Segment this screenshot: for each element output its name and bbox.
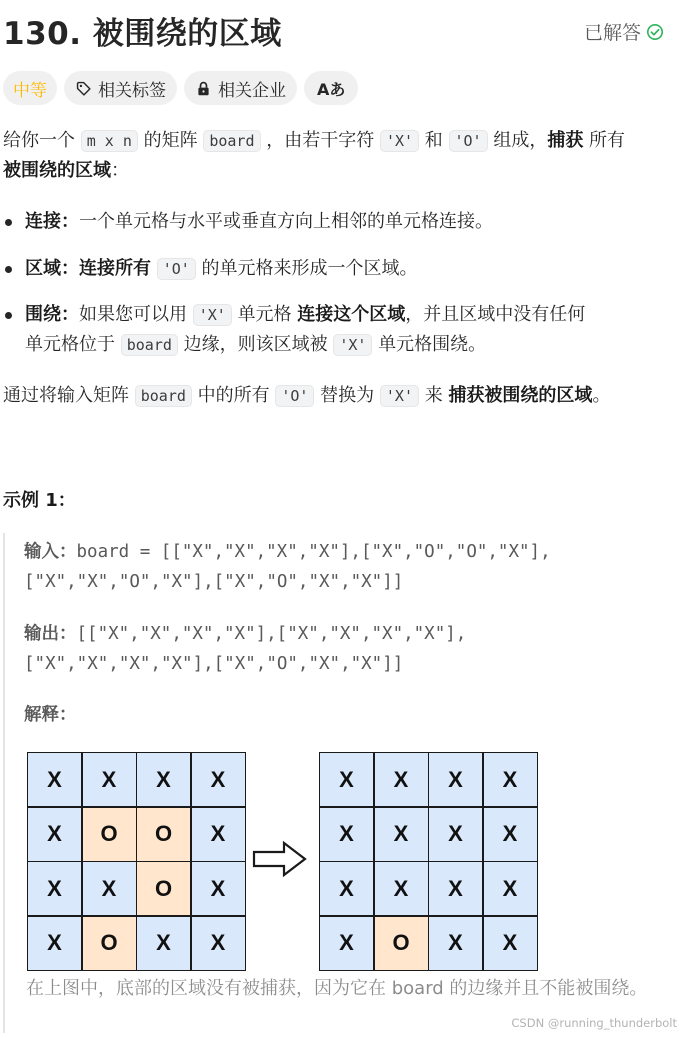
grid-cell: X [28, 753, 81, 806]
grid-cell: X [192, 862, 245, 915]
text: ： [111, 160, 129, 181]
grid-cell: X [375, 808, 428, 861]
text: 。 [592, 385, 611, 406]
text: 来 [418, 385, 449, 406]
grid-cell: X [429, 808, 482, 861]
bullet-bold: 连接所有 [79, 258, 151, 279]
grid-cell: X [484, 753, 537, 806]
description-paragraph-2 [3, 381, 673, 411]
text: 组成， [487, 130, 548, 151]
text: 给你一个 [3, 130, 81, 151]
bold-capture-region: 捕获被围绕的区域 [448, 385, 593, 406]
grid-cell: X [137, 753, 190, 806]
code-board: board [121, 334, 178, 356]
related-tags-button[interactable] [64, 71, 177, 105]
explanation-label: 解释： [24, 705, 77, 725]
grid-cell: X [192, 917, 245, 970]
bullet-text: 一个单元格与水平或垂直方向上相邻的单元格连接。 [79, 211, 493, 232]
grid-cell: X [28, 862, 81, 915]
grid-cell: X [192, 753, 245, 806]
grid-cell: X [192, 808, 245, 861]
grid-cell: O [137, 808, 190, 861]
solved-status[interactable] [584, 18, 664, 45]
figure-caption: 在上图中，底部的区域没有被捕获，因为它在 board 的边缘并且不能被围绕。 [26, 978, 648, 999]
bullet-dot [5, 219, 12, 226]
watermark: CSDN @running_thunderbolt [511, 1016, 677, 1030]
page-title: 130. 被围绕的区域 [3, 16, 282, 52]
check-circle-icon [646, 23, 664, 41]
bullet-dot [5, 266, 12, 273]
description-paragraph-1 [3, 126, 673, 186]
bold-capture: 捕获 [547, 130, 584, 151]
text: 通过将输入矩阵 [3, 385, 135, 406]
grid-cell: X [28, 917, 81, 970]
output-value-line1: [["X","X","X","X"],["X","X","X","X"], [76, 624, 467, 644]
grid-cell: X [375, 862, 428, 915]
grid-cell: X [429, 862, 482, 915]
grid-cell: X [484, 808, 537, 861]
code-board: board [135, 385, 192, 407]
text: 的矩阵 [137, 130, 204, 151]
grid-cell: X [137, 917, 190, 970]
input-value-line1: board = [["X","X","X","X"],["X","O","O","X"], [76, 542, 551, 562]
grid-cell: O [137, 862, 190, 915]
grid-cell: X [83, 862, 136, 915]
text: 和 [419, 130, 449, 151]
grid-cell: X [429, 917, 482, 970]
bullet-label: 围绕： [25, 304, 79, 325]
code-x: 'X' [380, 130, 419, 152]
bullet-text: 单元格 [231, 304, 298, 325]
bullet-label: 连接： [25, 211, 79, 232]
grid-after [319, 752, 538, 971]
grid-cell: X [83, 753, 136, 806]
bold-surrounded-region: 被围绕的区域 [3, 160, 111, 181]
grid-cell: X [484, 862, 537, 915]
lock-icon [195, 80, 212, 97]
related-companies-label: 相关企业 [218, 80, 286, 101]
code-mxn: m x n [81, 130, 138, 152]
translate-button[interactable] [304, 71, 358, 105]
grid-cell: O [83, 808, 136, 861]
bullet-bold: 连接这个区域 [297, 304, 406, 325]
translate-icon: Aあ [317, 79, 346, 99]
bullet-text: 单元格位于 [25, 334, 121, 355]
bullet-text: 如果您可以用 [79, 304, 193, 325]
tag-icon [75, 80, 92, 97]
grid-cell: X [320, 808, 373, 861]
code-o: 'O' [157, 258, 196, 280]
bullet-connect [3, 207, 673, 237]
output-value-line2: ["X","X","X","X"],["X","O","X","X"]] [24, 654, 404, 674]
example-input [24, 537, 551, 597]
bullet-dot [5, 312, 12, 319]
grid-cell: X [484, 917, 537, 970]
output-label: 输出： [24, 624, 77, 644]
bullet-text: 边缘，则该区域被 [177, 334, 334, 355]
input-value-line2: ["X","X","O","X"],["X","O","X","X"]] [24, 572, 404, 592]
grid-cell: X [375, 753, 428, 806]
bullet-text: ，并且区域中没有任何 [405, 304, 586, 325]
grid-cell: O [83, 917, 136, 970]
difficulty-badge[interactable]: 中等 [3, 71, 57, 105]
code-o: 'O' [275, 385, 314, 407]
bullet-surround [3, 300, 673, 360]
code-board: board [203, 130, 260, 152]
code-o: 'O' [449, 130, 488, 152]
related-tags-label: 相关标签 [98, 80, 166, 101]
right-arrow-icon [251, 838, 309, 880]
solved-label: 已解答 [583, 22, 641, 44]
text: 替换为 [314, 385, 380, 406]
example-explanation [24, 700, 77, 730]
bullet-text: 的单元格来形成一个区域。 [195, 258, 418, 279]
grid-cell: X [429, 753, 482, 806]
example-title: 示例 1： [3, 490, 76, 511]
grid-cell: X [320, 862, 373, 915]
code-x: 'X' [193, 304, 232, 326]
text: ，由若干字符 [260, 130, 380, 151]
tag-bar [3, 71, 358, 105]
grid-before [27, 752, 246, 971]
input-label: 输入： [24, 542, 77, 562]
grid-cell: X [320, 917, 373, 970]
title-row [3, 6, 678, 50]
related-companies-button[interactable] [184, 71, 297, 105]
grid-cell: X [28, 808, 81, 861]
code-x: 'X' [333, 334, 372, 356]
bullet-text: 单元格围绕。 [372, 334, 487, 355]
code-x: 'X' [380, 385, 419, 407]
grid-cell: O [375, 917, 428, 970]
example-output [24, 619, 466, 679]
grid-cell: X [320, 753, 373, 806]
text: 所有 [583, 130, 626, 151]
text: 中的所有 [191, 385, 276, 406]
bullet-label: 区域： [25, 258, 79, 279]
bullet-region [3, 254, 673, 284]
